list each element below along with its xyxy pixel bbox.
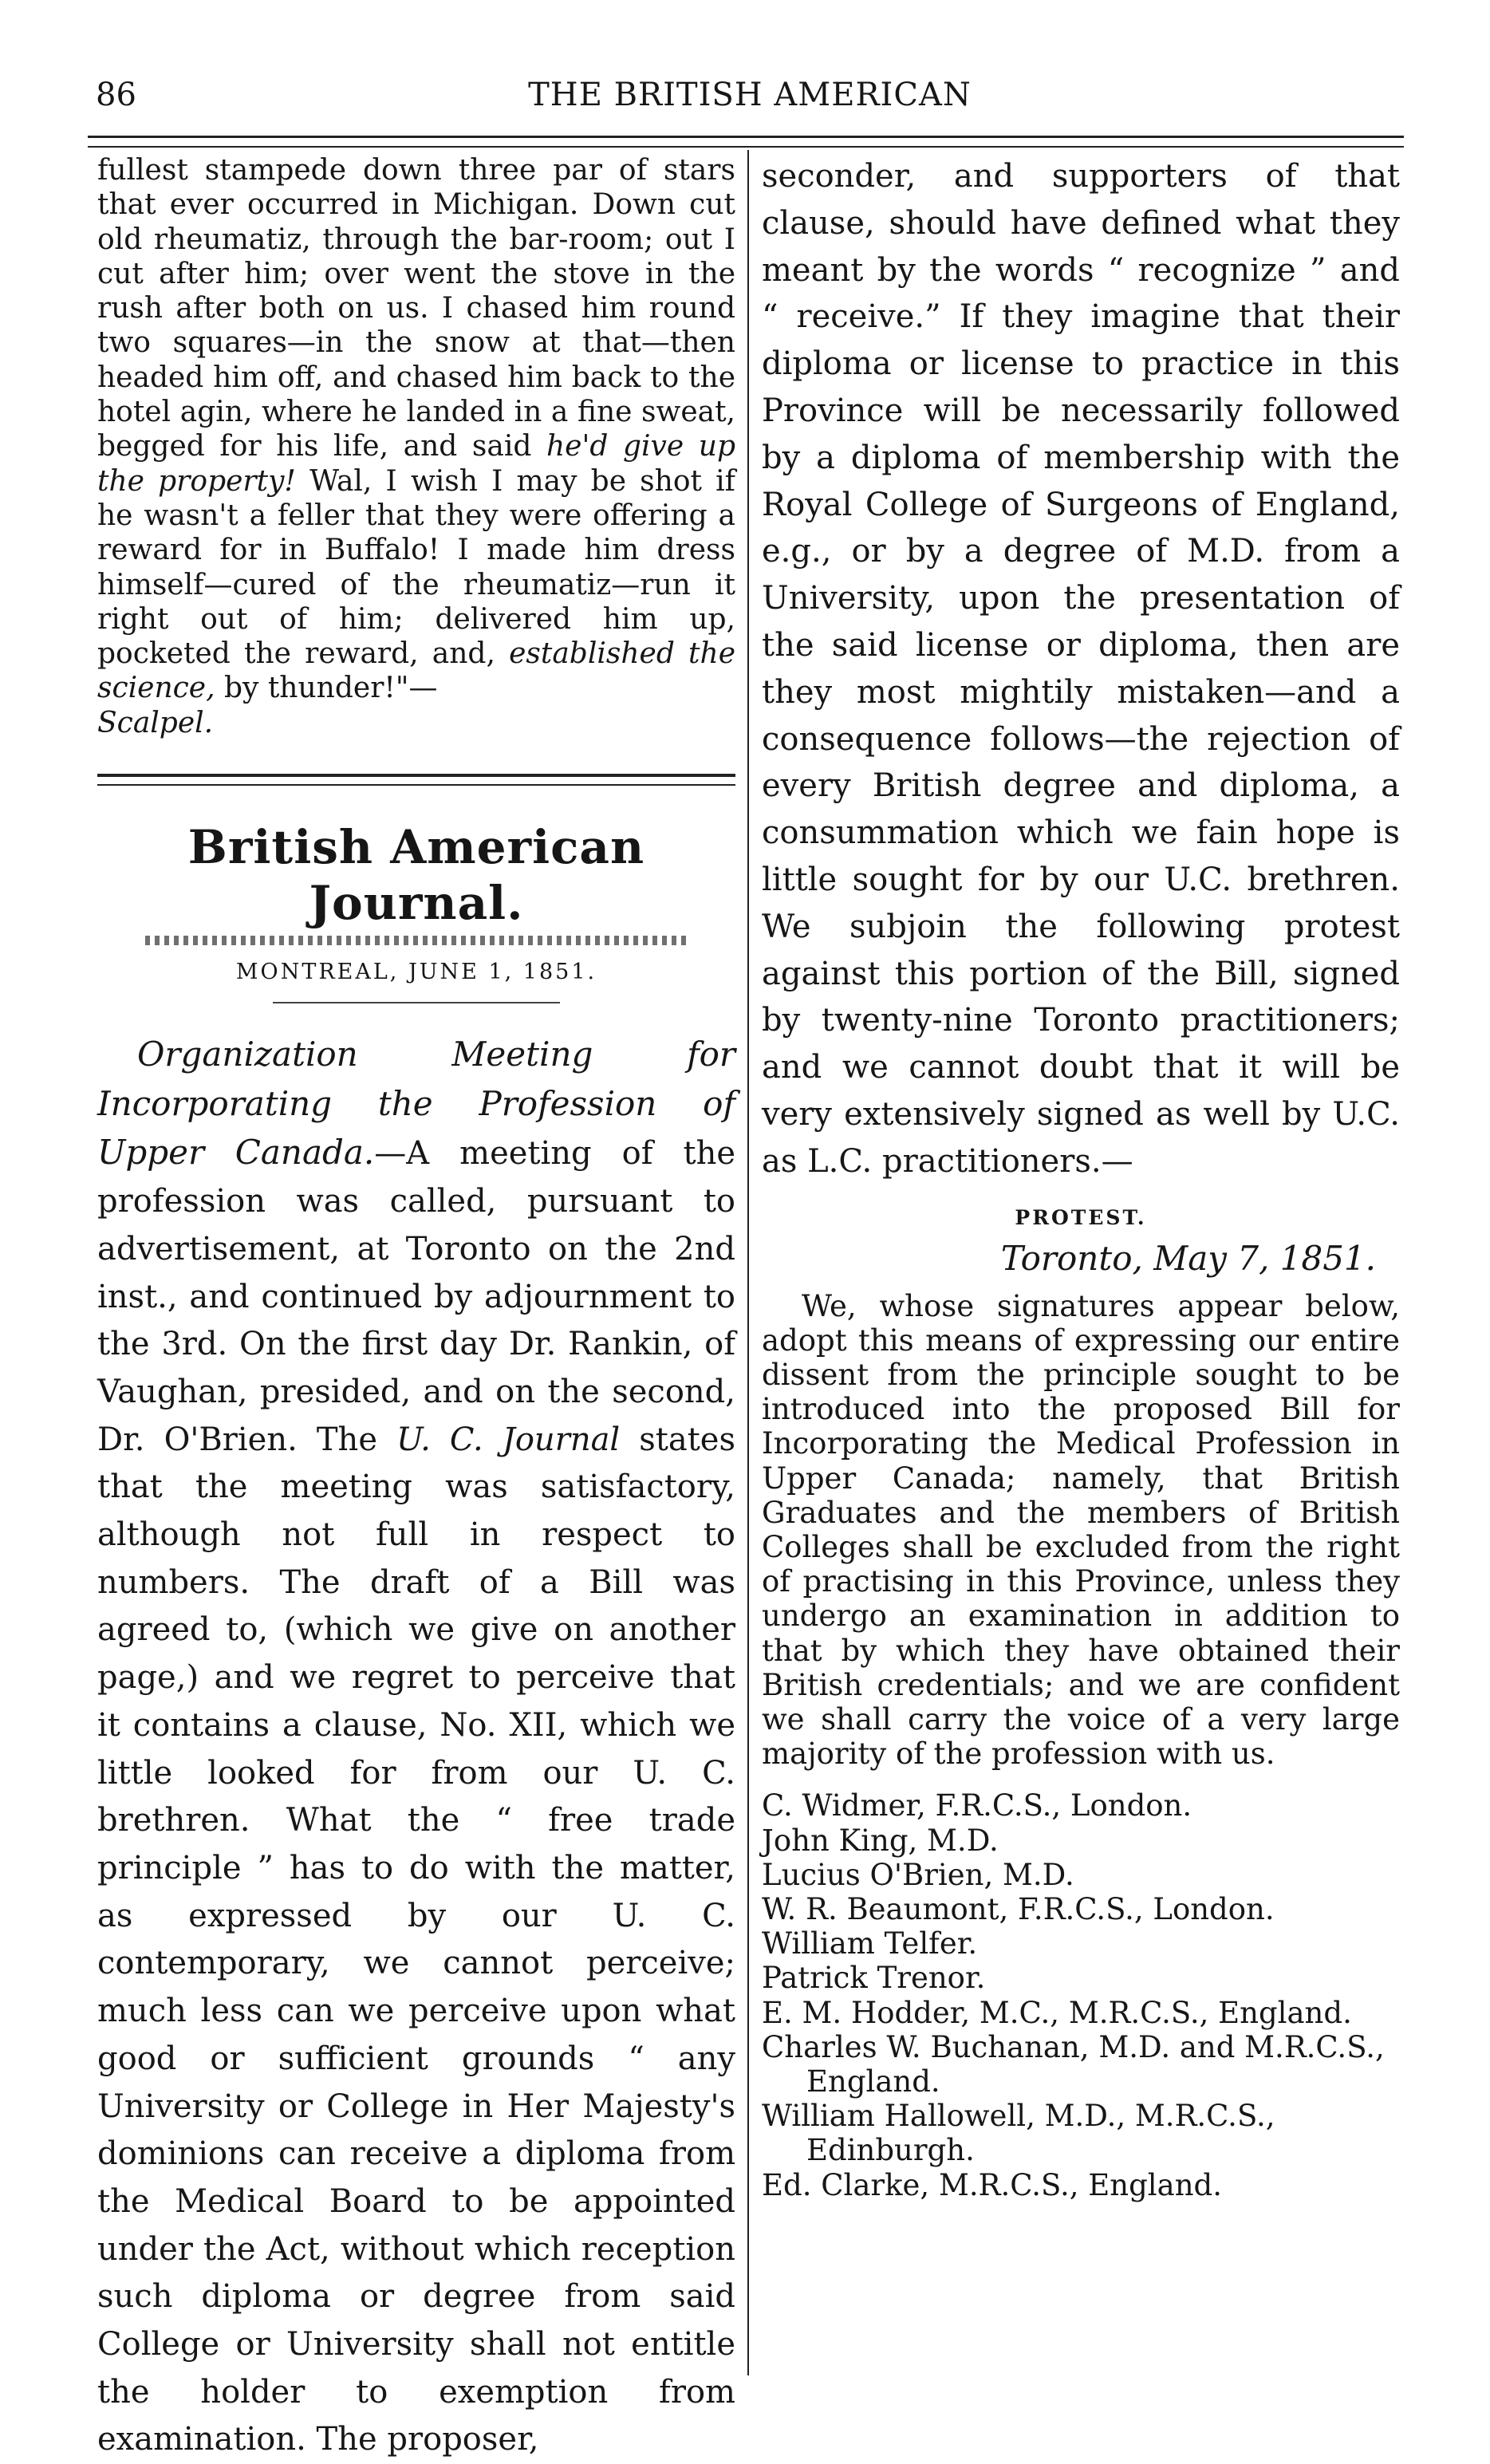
wavy-rule bbox=[145, 936, 688, 945]
column-divider bbox=[747, 150, 749, 2375]
protest-statement bbox=[762, 1289, 1400, 1772]
protest-label: PROTEST. bbox=[1015, 1205, 1147, 1229]
continuation-paragraph bbox=[762, 153, 1400, 1185]
signatory: John King, M.D. bbox=[762, 1823, 999, 1858]
right-column bbox=[762, 153, 1400, 2202]
section-rule bbox=[97, 774, 735, 786]
signatory: Lucius O'Brien, M.D. bbox=[762, 1857, 1074, 1892]
protest-text: We, whose signatures appear below, adopt this means of expressing our entire dissent from the principle sought to be introduced into the proposed Bill for Incorporating the Medical Profession in Upper Canada; namely, that British Graduates and the members of British Colleges shall be excluded from the right of practising in this Province, unless they undergo an examination in addition to that by which they have obtained their British credentials; and we are confident we shall carry the voice of a very large majority of the profession with us. bbox=[762, 1288, 1400, 1772]
signatory: W. R. Beaumont, F.R.C.S., London. bbox=[762, 1891, 1275, 1926]
signatory: William Telfer. bbox=[762, 1926, 978, 1961]
page-number: 86 bbox=[96, 77, 136, 113]
editorial-article bbox=[97, 1031, 735, 2464]
signatory: Patrick Trenor. bbox=[762, 1961, 986, 1996]
dateline: MONTREAL, JUNE 1, 1851. bbox=[235, 960, 597, 985]
dateline-rule bbox=[273, 1002, 560, 1003]
journal-reference: U. C. Journal bbox=[396, 1421, 621, 1458]
running-title: THE BRITISH AMERICAN bbox=[528, 77, 972, 113]
signatory-list bbox=[762, 1788, 1400, 2202]
signatory: Charles W. Buchanan, M.D. and M.R.C.S., England. bbox=[762, 2029, 1385, 2099]
journal-masthead: British American Journal. bbox=[187, 820, 645, 931]
article-paragraph: Organization Meeting for Incorporating the Profession of Upper Canada.—A meeting of the profession was called, pursuant to advertisement, at Toronto on the 2nd inst., and continued by adjournment to the 3rd. On the first day Dr. Rankin, of Vaughan, presided, and on the second, Dr. O'Brien. The U. C. Journal states that the meeting was satisfactory, although not full in respect to numbers. The draft of a Bill was agreed to, (which we give on another page,) and we regret to perceive that it contains a clause, No. XII, which we little looked for from our U. C. brethren. What the “ free trade principle ” has to do with the matter, as expressed by our U. C. contemporary, we cannot perceive; much less can we perceive upon what good or sufficient grounds “ any University or College in Her Majesty's dominions can receive a diploma from the Medical Board to be appointed under the Act, without which reception such diploma or degree from said College or University shall not entitle the holder to exemption from examination. The proposer, bbox=[97, 1035, 735, 2458]
protest-date: Toronto, May 7, 1851. bbox=[1000, 1238, 1376, 1278]
article-heading: Organization Meeting for Incorporating the Profession of Upper Canada. bbox=[97, 1035, 735, 1173]
signatory: C. Widmer, F.R.C.S., London. bbox=[762, 1788, 1192, 1823]
page-header bbox=[96, 77, 1404, 124]
left-column bbox=[97, 153, 735, 2464]
header-rule bbox=[88, 136, 1404, 148]
anecdote-text: fullest stampede down three par of stars that ever occurred in Michigan. Down cut old rheumatiz, through the bar-room; out I cut after him; over went the stove in the rush after both on us. I chased him round two squares—in the snow at that—then headed him off, and chased him back to the hotel agin, where he landed in a fine sweat, begged for his life, and said he'd give up the property! Wal, I wish I may be shot if he wasn't a feller that they were offering a reward for in Buffalo! I made him dress himself—cured of the rheumatiz—run it right out of him; delivered him up, pocketed the reward, and, established the science, by thunder!"— Scalpel. bbox=[97, 154, 735, 739]
signatory: William Hallowell, M.D., M.R.C.S., Edinburgh. bbox=[762, 2099, 1275, 2168]
continuation-text: seconder, and supporters of that clause, should have defined what they meant by the words “ recognize ” and “ receive.” If they imagine that their diploma or license to practice in this Province will be necessarily followed by a diploma of membership with the Royal College of Surgeons of England, e.g., or by a degree of M.D. from a University, upon the presentation of the said license or diploma, then are they most mightily mistaken—and a consequence follows—the rejection of every British degree and diploma, a consummation which we fain hope is little sought for by our U.C. brethren. We subjoin the following protest against this portion of the Bill, signed by twenty-nine Toronto practitioners; and we cannot doubt that it will be very extensively signed as well by U.C. as L.C. practitioners.— bbox=[762, 158, 1400, 1180]
signatory: Ed. Clarke, M.R.C.S., England. bbox=[762, 2167, 1222, 2202]
signatory: E. M. Hodder, M.C., M.R.C.S., England. bbox=[762, 1995, 1352, 2030]
anecdote-paragraph bbox=[97, 153, 735, 740]
